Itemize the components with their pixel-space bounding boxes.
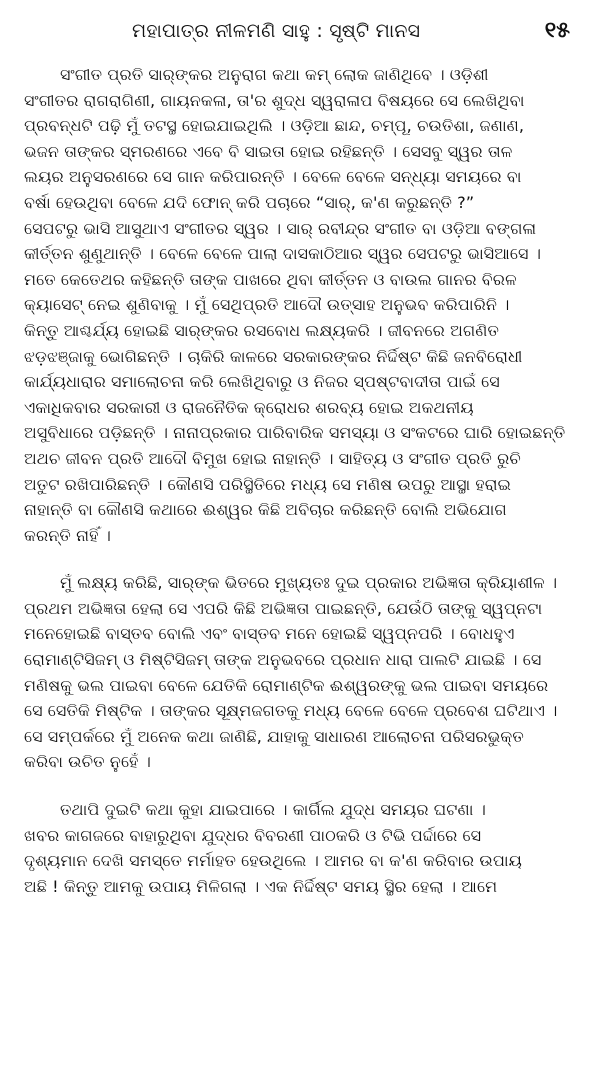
- text-line: ମନେହୋଇଛି ବାସ୍ତବ ବୋଲି ଏବଂ ବାସ୍ତବ ମନେ ହୋଇଛି ସ୍ୱପ୍ନପରି । ବୋଧହୁଏ: [24, 624, 515, 644]
- page-header: [24, 18, 572, 58]
- text-line: କ୍ୟାସେଟ୍ ନେଇ ଶୁଣିବାକୁ । ମୁଁ ସେଥିପ୍ରତି ଆଦୌ ଉତ୍ସାହ ଅନୁଭବ କରିପାରିନି ।: [24, 295, 510, 315]
- text-line: ମତେ କେତେଥର କହିଛନ୍ତି ତାଙ୍କ ପାଖରେ ଥିବା କୀର୍ତ୍ତନ ଓ ବାଉଲ ଗାନର ବିରଳ: [24, 269, 517, 289]
- text-line: ସଂଗୀତ ପ୍ରତି ସାର୍‌ଙ୍କର ଅନୁରାଗ କଥା କମ୍ ଲୋକ ଜାଣିଥିବେ । ଓଡ଼ିଶୀ: [60, 65, 489, 84]
- text-line: ଅଥଚ ଜୀବନ ପ୍ରତି ଆଦୌ ବିମୁଖ ହୋଇ ନାହାନ୍ତି । ସାହିତ୍ୟ ଓ ସଂଗୀତ ପ୍ରତି ରୁଚି: [24, 448, 521, 468]
- paragraph-1: [24, 62, 572, 548]
- paragraph-3: [24, 797, 572, 899]
- text-line: ମଣିଷକୁ ଭଲ ପାଇବା ବେଳେ ଯେତିକି ରୋମାଣ୍ଟିକ ଈଶ୍ୱରଙ୍କୁ ଭଲ ପାଇବା ସମୟରେ: [24, 675, 549, 695]
- text-line: ନାହାନ୍ତି ବା କୌଣସି କଥାରେ ଈଶ୍ୱର କିଛି ଅବିଚାର କରିଛନ୍ତି ବୋଲି ଅଭିଯୋଗ: [24, 500, 507, 520]
- text-line: ଲୟର ଅନୁସରଣରେ ସେ ଗାନ କରିପାରନ୍ତି । ବେଳେ ବେଳେ ସନ୍ଧ୍ୟା ସମୟରେ ବା: [24, 167, 522, 187]
- text-line: ଖବର କାଗଜରେ ବାହାରୁଥିବା ଯୁଦ୍ଧର ବିବରଣୀ ପାଠକରି ଓ ଟିଭି ପର୍ଦ୍ଦାରେ ସେ: [24, 825, 482, 845]
- text-line: ବର୍ଷା ହେଉଥିବା ବେଳେ ଯଦି ଫୋନ୍ କରି ପଚାରେ “ସାର୍, କ'ଣ କରୁଛନ୍ତି ?”: [24, 192, 475, 212]
- text-line: ସେ ସେତିକି ମିଷ୍ଟିକ । ତାଙ୍କର ସୂକ୍ଷ୍ମଜଗତକୁ ମଧ୍ୟ ବେଳେ ବେଳେ ପ୍ରବେଶ ଘଟିଥାଏ ।: [24, 701, 558, 721]
- text-line: କିନ୍ତୁ ଆଶ୍ଚର୍ଯ୍ୟ ହୋଇଛି ସାର୍‌ଙ୍କର ରସବୋଧ ଲକ୍ଷ୍ୟକରି । ଜୀବନରେ ଅଗଣିତ: [24, 320, 500, 340]
- text-line: ସେପଟରୁ ଭାସି ଆସୁଥାଏ ସଂଗୀତର ସ୍ୱର । ସାର୍ ରବୀନ୍ଦ୍ର ସଂଗୀତ ବା ଓଡ଼ିଆ ବଙ୍ଗଳା: [24, 218, 537, 238]
- page-number: ୧୫: [544, 18, 570, 43]
- paragraph-gap: [24, 775, 572, 797]
- running-head: ମହାପାତ୍ର ନୀଳମଣି ସାହୁ : ସୃଷ୍ଟି ମାନସ: [132, 20, 421, 42]
- text-line: କାର୍ଯ୍ୟଧାରାର ସମାଲୋଚନା କରି ଲେଖିଥିବାରୁ ଓ ନିଜର ସ୍ପଷ୍ଟବାଦୀତା ପାଇଁ ସେ: [24, 372, 500, 392]
- text-line: ଝଡ଼ଝଞ୍ଜାକୁ ଭୋଗିଛନ୍ତି । ଚାକିରି କାଳରେ ସରକାରଙ୍କର ନିର୍ଦ୍ଦିଷ୍ଟ କିଛି ଜନବିରୋଧୀ: [24, 346, 523, 366]
- text-line: ପ୍ରଥମ ଅଭିଜ୍ଞତା ହେଲା ସେ ଏପରି କିଛି ଅଭିଜ୍ଞତା ପାଇଛନ୍ତି, ଯେଉଁଠି ତାଙ୍କୁ ସ୍ୱପ୍ନଟା: [24, 598, 543, 618]
- paragraph-2: [24, 570, 572, 775]
- text-line: ସଂଗୀତର ରାଗରାଗିଣୀ, ଗାୟନକଳା, ତା'ର ଶୁଦ୍ଧ ସ୍ୱରାଳାପ ବିଷୟରେ ସେ ଲେଖିଥିବା: [24, 90, 525, 110]
- text-line: ଭଜନ ତାଙ୍କର ସ୍ମରଣରେ ଏବେ ବି ସାଇତା ହୋଇ ରହିଛନ୍ତି । ସେସବୁ ସ୍ୱର ତାଳ: [24, 141, 513, 161]
- text-line: ପ୍ରବନ୍ଧଟି ପଢ଼ି ମୁଁ ତଟସ୍ଥ ହୋଇଯାଇଥିଲି । ଓଡ଼ିଆ ଛାନ୍ଦ, ଚମ୍ପୂ, ଚଉତିଶା, ଜଣାଣ,: [24, 116, 525, 136]
- text-line: ରୋମାଣ୍ଟିସିଜମ୍ ଓ ମିଷ୍ଟିସିଜମ୍ ତାଙ୍କ ଅନୁଭବରେ ପ୍ରଧାନ ଧାରା ପାଲଟି ଯାଇଛି । ସେ: [24, 650, 542, 670]
- text-line: ଅଛି ! କିନ୍ତୁ ଆମକୁ ଉପାୟ ମିଳିଗଲା । ଏକ ନିର୍ଦ୍ଦିଷ୍ଟ ସମୟ ସ୍ଥିର ହେଲା । ଆମେ: [24, 876, 498, 896]
- text-line: ମୁଁ ଲକ୍ଷ୍ୟ କରିଛି, ସାର୍‌ଙ୍କ ଭିତରେ ମୁଖ୍ୟତଃ ଦୁଇ ପ୍ରକାର ଅଭିଜ୍ଞତା କ୍ରିୟାଶୀଳ ।: [60, 573, 558, 593]
- text-line: କରନ୍ତି ନାହିଁ ।: [24, 525, 111, 545]
- text-line: ଏକାଧିକବାର ସରକାରୀ ଓ ରାଜନୈତିକ କ୍ରୋଧର ଶରବ୍ୟ ହୋଇ ଅକଥନୀୟ: [24, 397, 474, 417]
- text-line: ଦୃଶ୍ୟମାନ ଦେଖି ସମସ୍ତେ ମର୍ମାହତ ହେଉଥିଲେ । ଆମର ବା କ'ଣ କରିବାର ଉପାୟ: [24, 851, 522, 871]
- text-line: କୀର୍ତ୍ତନ ଶୁଣୁଥାନ୍ତି । ବେଳେ ବେଳେ ପାଲା ଦାସକାଠିଆର ସ୍ୱର ସେପଟରୁ ଭାସିଆସେ ।: [24, 244, 541, 264]
- text-line: ସେ ସମ୍ପର୍କରେ ମୁଁ ଅନେକ କଥା ଜାଣିଛି, ଯାହାକୁ ସାଧାରଣ ଆଲୋଚନା ପରିସରଭୁକ୍ତ: [24, 726, 524, 746]
- text-line: ଅତୁଟ ରଖିପାରିଛନ୍ତି । କୌଣସି ପରିସ୍ଥିତିରେ ମଧ୍ୟ ସେ ମଣିଷ ଉପରୁ ଆସ୍ଥା ହରାଇ: [24, 474, 512, 494]
- paragraph-gap: [24, 548, 572, 570]
- text-line: ଅସୁବିଧାରେ ପଡ଼ିଛନ୍ତି । ନାନାପ୍ରକାର ପାରିବାରିକ ସମସ୍ୟା ଓ ସଂକଟରେ ଘାରି ହୋଇଛନ୍ତି: [24, 423, 566, 443]
- body-text: [24, 62, 572, 899]
- text-line: ତଥାପି ଦୁଇଟି କଥା କୁହା ଯାଇପାରେ । କାର୍ଗିଲ ଯୁଦ୍ଧ ସମୟର ଘଟଣା ।: [60, 800, 486, 820]
- text-line: କରିବା ଉଚିତ ନୁହେଁ ।: [24, 752, 151, 772]
